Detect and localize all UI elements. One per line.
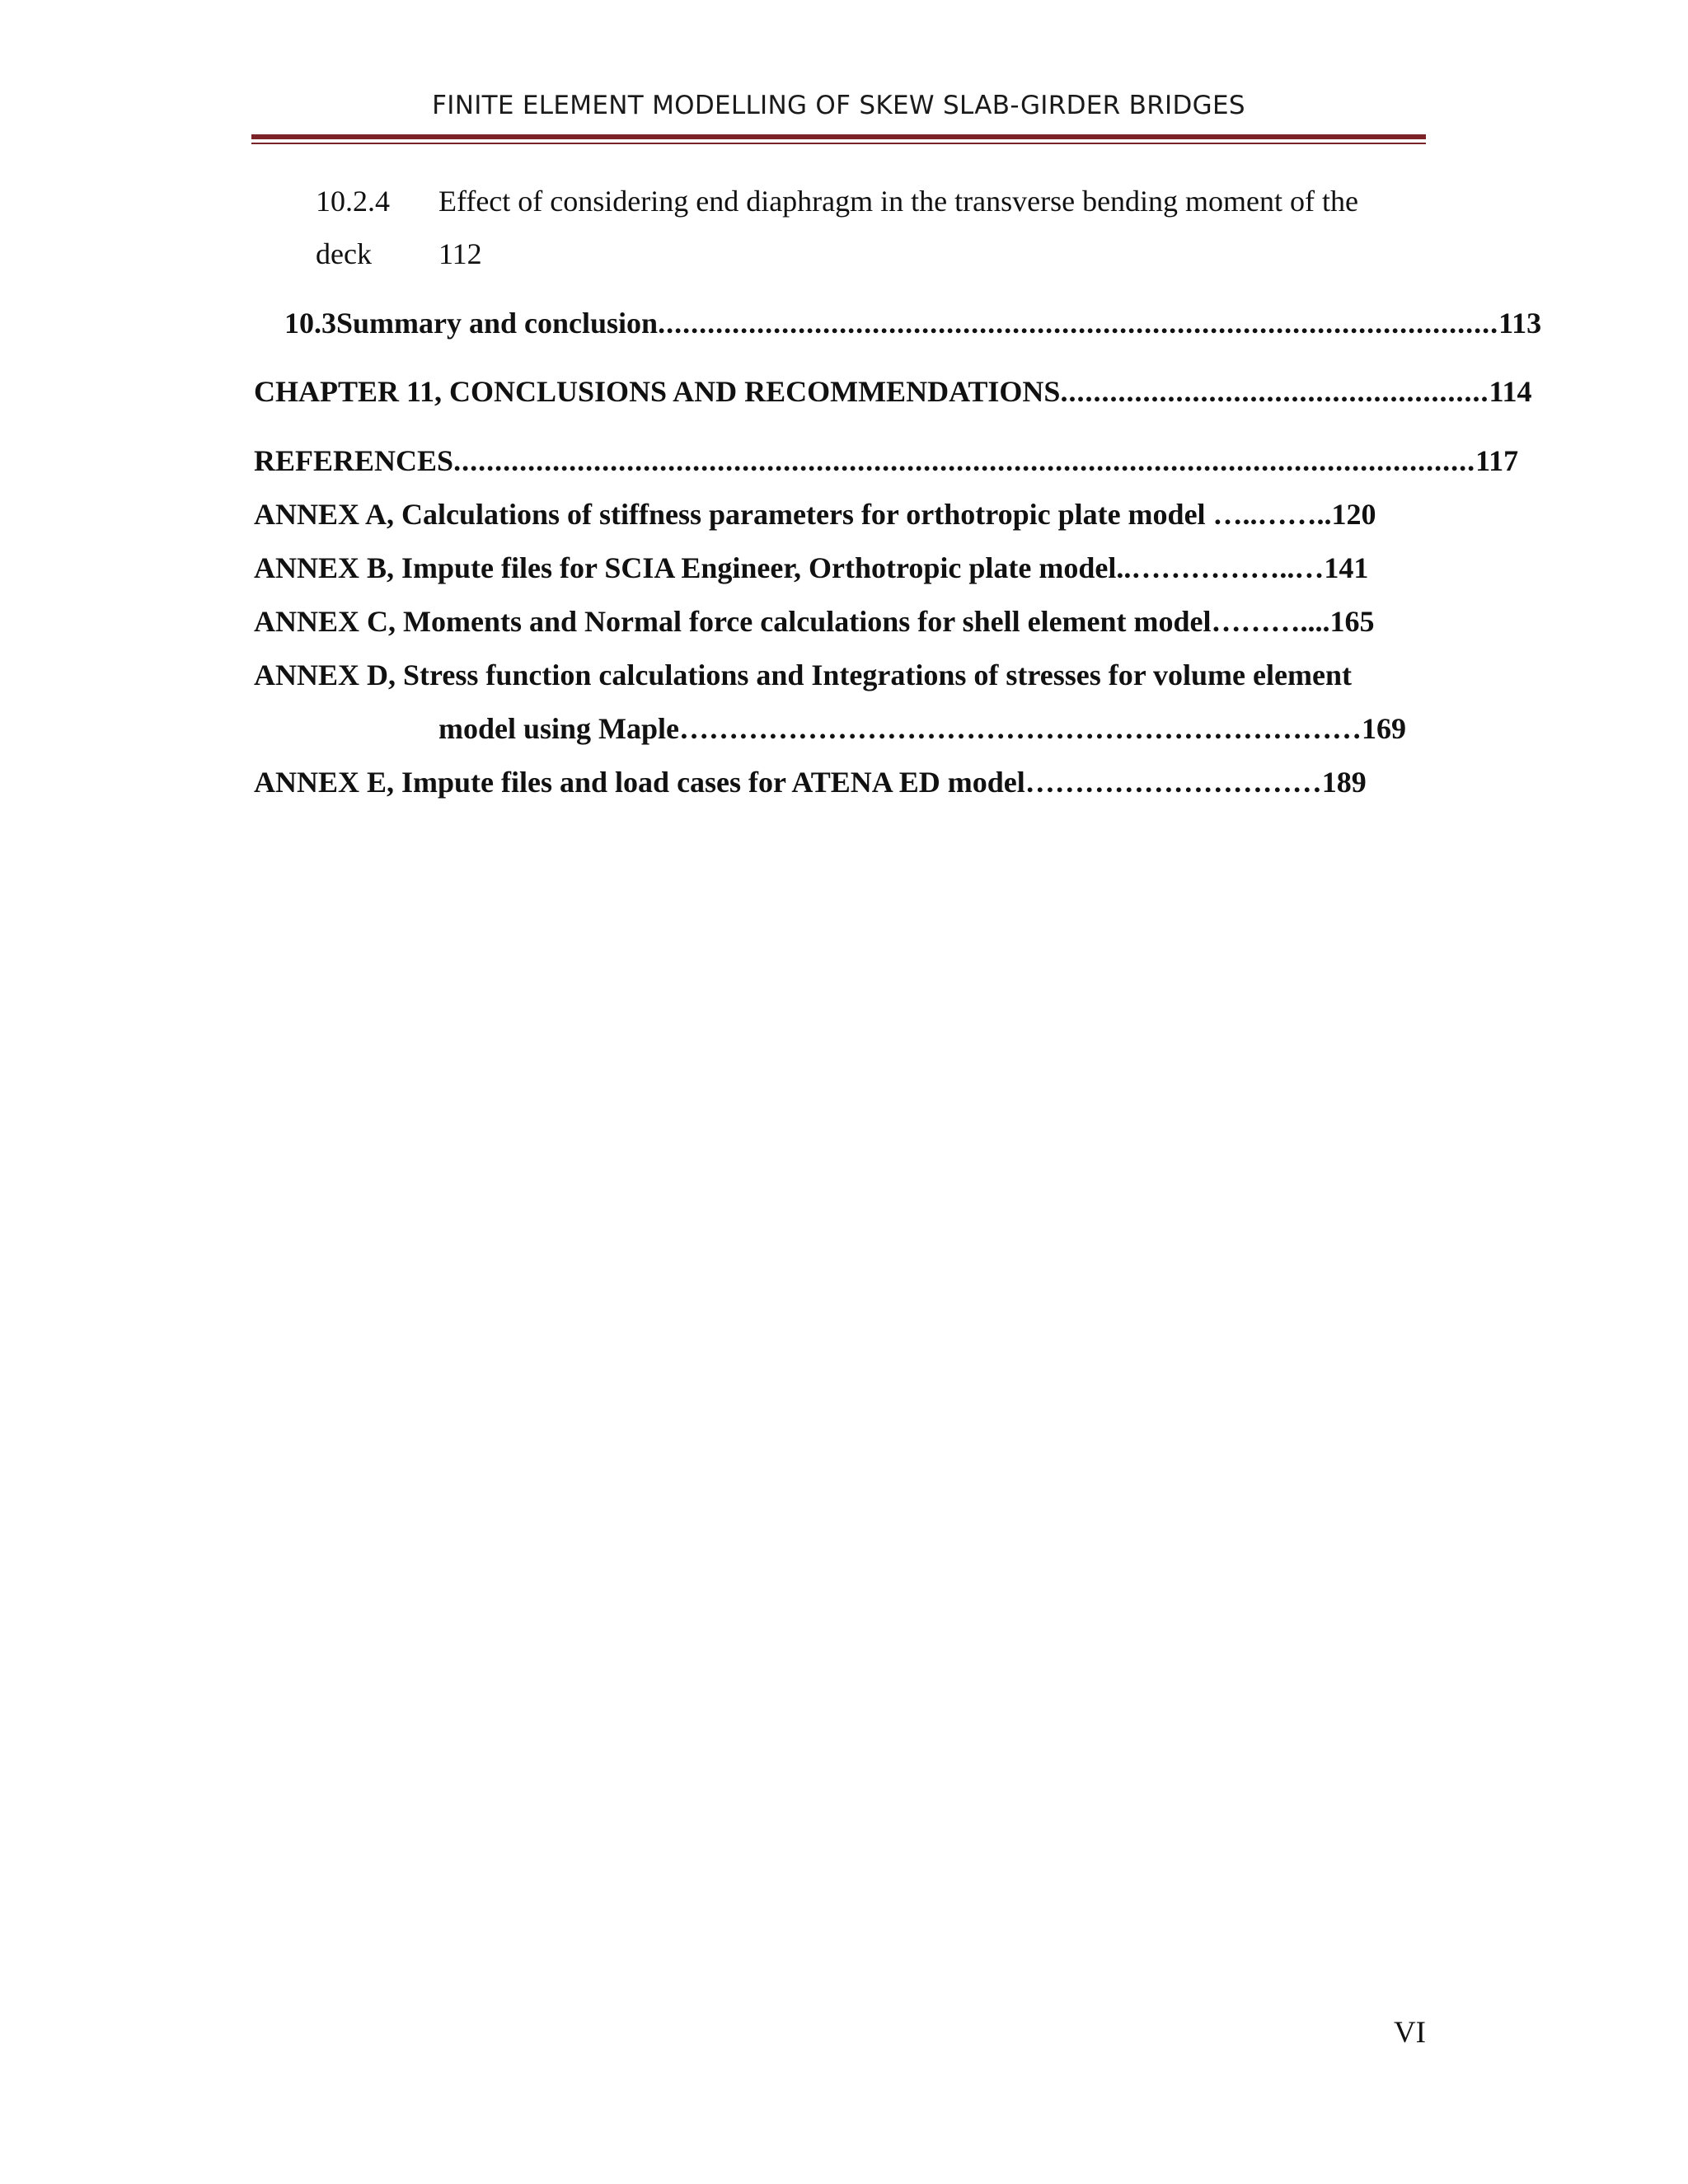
- page-header: FINITE ELEMENT MODELLING OF SKEW SLAB-GIRDER BRIDGES: [432, 91, 1245, 120]
- toc-entry-page: 113: [1498, 307, 1542, 340]
- toc-entry-leader-dots: ............................................................................................................................: [453, 444, 1476, 477]
- toc-entry-annex-e[interactable]: ANNEX E, Impute files and load cases for ATENA ED model…………………………189: [254, 766, 1367, 799]
- toc-entry-number: 10.2.4: [316, 185, 390, 218]
- toc-entry-title: Summary and conclusion: [336, 307, 659, 340]
- toc-entry-number: 10.3: [284, 307, 336, 340]
- toc-entry-title: CHAPTER 11, CONCLUSIONS AND RECOMMENDATIONS: [254, 375, 1061, 408]
- toc-entry-page: 112: [438, 237, 482, 270]
- toc-entry-title: REFERENCES: [254, 444, 454, 477]
- toc-entry-references[interactable]: [254, 444, 1519, 477]
- page-number: VI: [1393, 2016, 1426, 2050]
- toc-entry-leader-dots: ......................................................................................................: [658, 307, 1499, 340]
- toc-entry-title: ANNEX D, Stress function calculations and Integrations of stresses for volume element: [254, 658, 1352, 691]
- toc-entry-title-continued: deck: [316, 237, 372, 270]
- toc-entry-annex-a[interactable]: ANNEX A, Calculations of stiffness parameters for orthotropic plate model …..……..120: [254, 498, 1376, 531]
- toc-entry-leader-dots: ....................................................: [1060, 375, 1489, 408]
- toc-entry-chapter-11[interactable]: [254, 375, 1532, 408]
- toc-entry-page: 117: [1475, 444, 1519, 477]
- toc-entry-page: 114: [1489, 375, 1532, 408]
- toc-entry-10-3[interactable]: [284, 307, 1542, 340]
- toc-entry-title-continued: model using Maple……………………………………………………………169: [438, 712, 1407, 745]
- header-rule-thin: [251, 143, 1426, 144]
- toc-entry-title: Effect of considering end diaphragm in the transverse bending moment of the: [438, 185, 1358, 218]
- toc-entry-annex-b[interactable]: ANNEX B, Impute files for SCIA Engineer, Orthotropic plate model..……………..…141: [254, 551, 1369, 584]
- header-rule-thick: [251, 134, 1426, 139]
- toc-entry-annex-c[interactable]: ANNEX C, Moments and Normal force calculations for shell element model………....165: [254, 605, 1375, 638]
